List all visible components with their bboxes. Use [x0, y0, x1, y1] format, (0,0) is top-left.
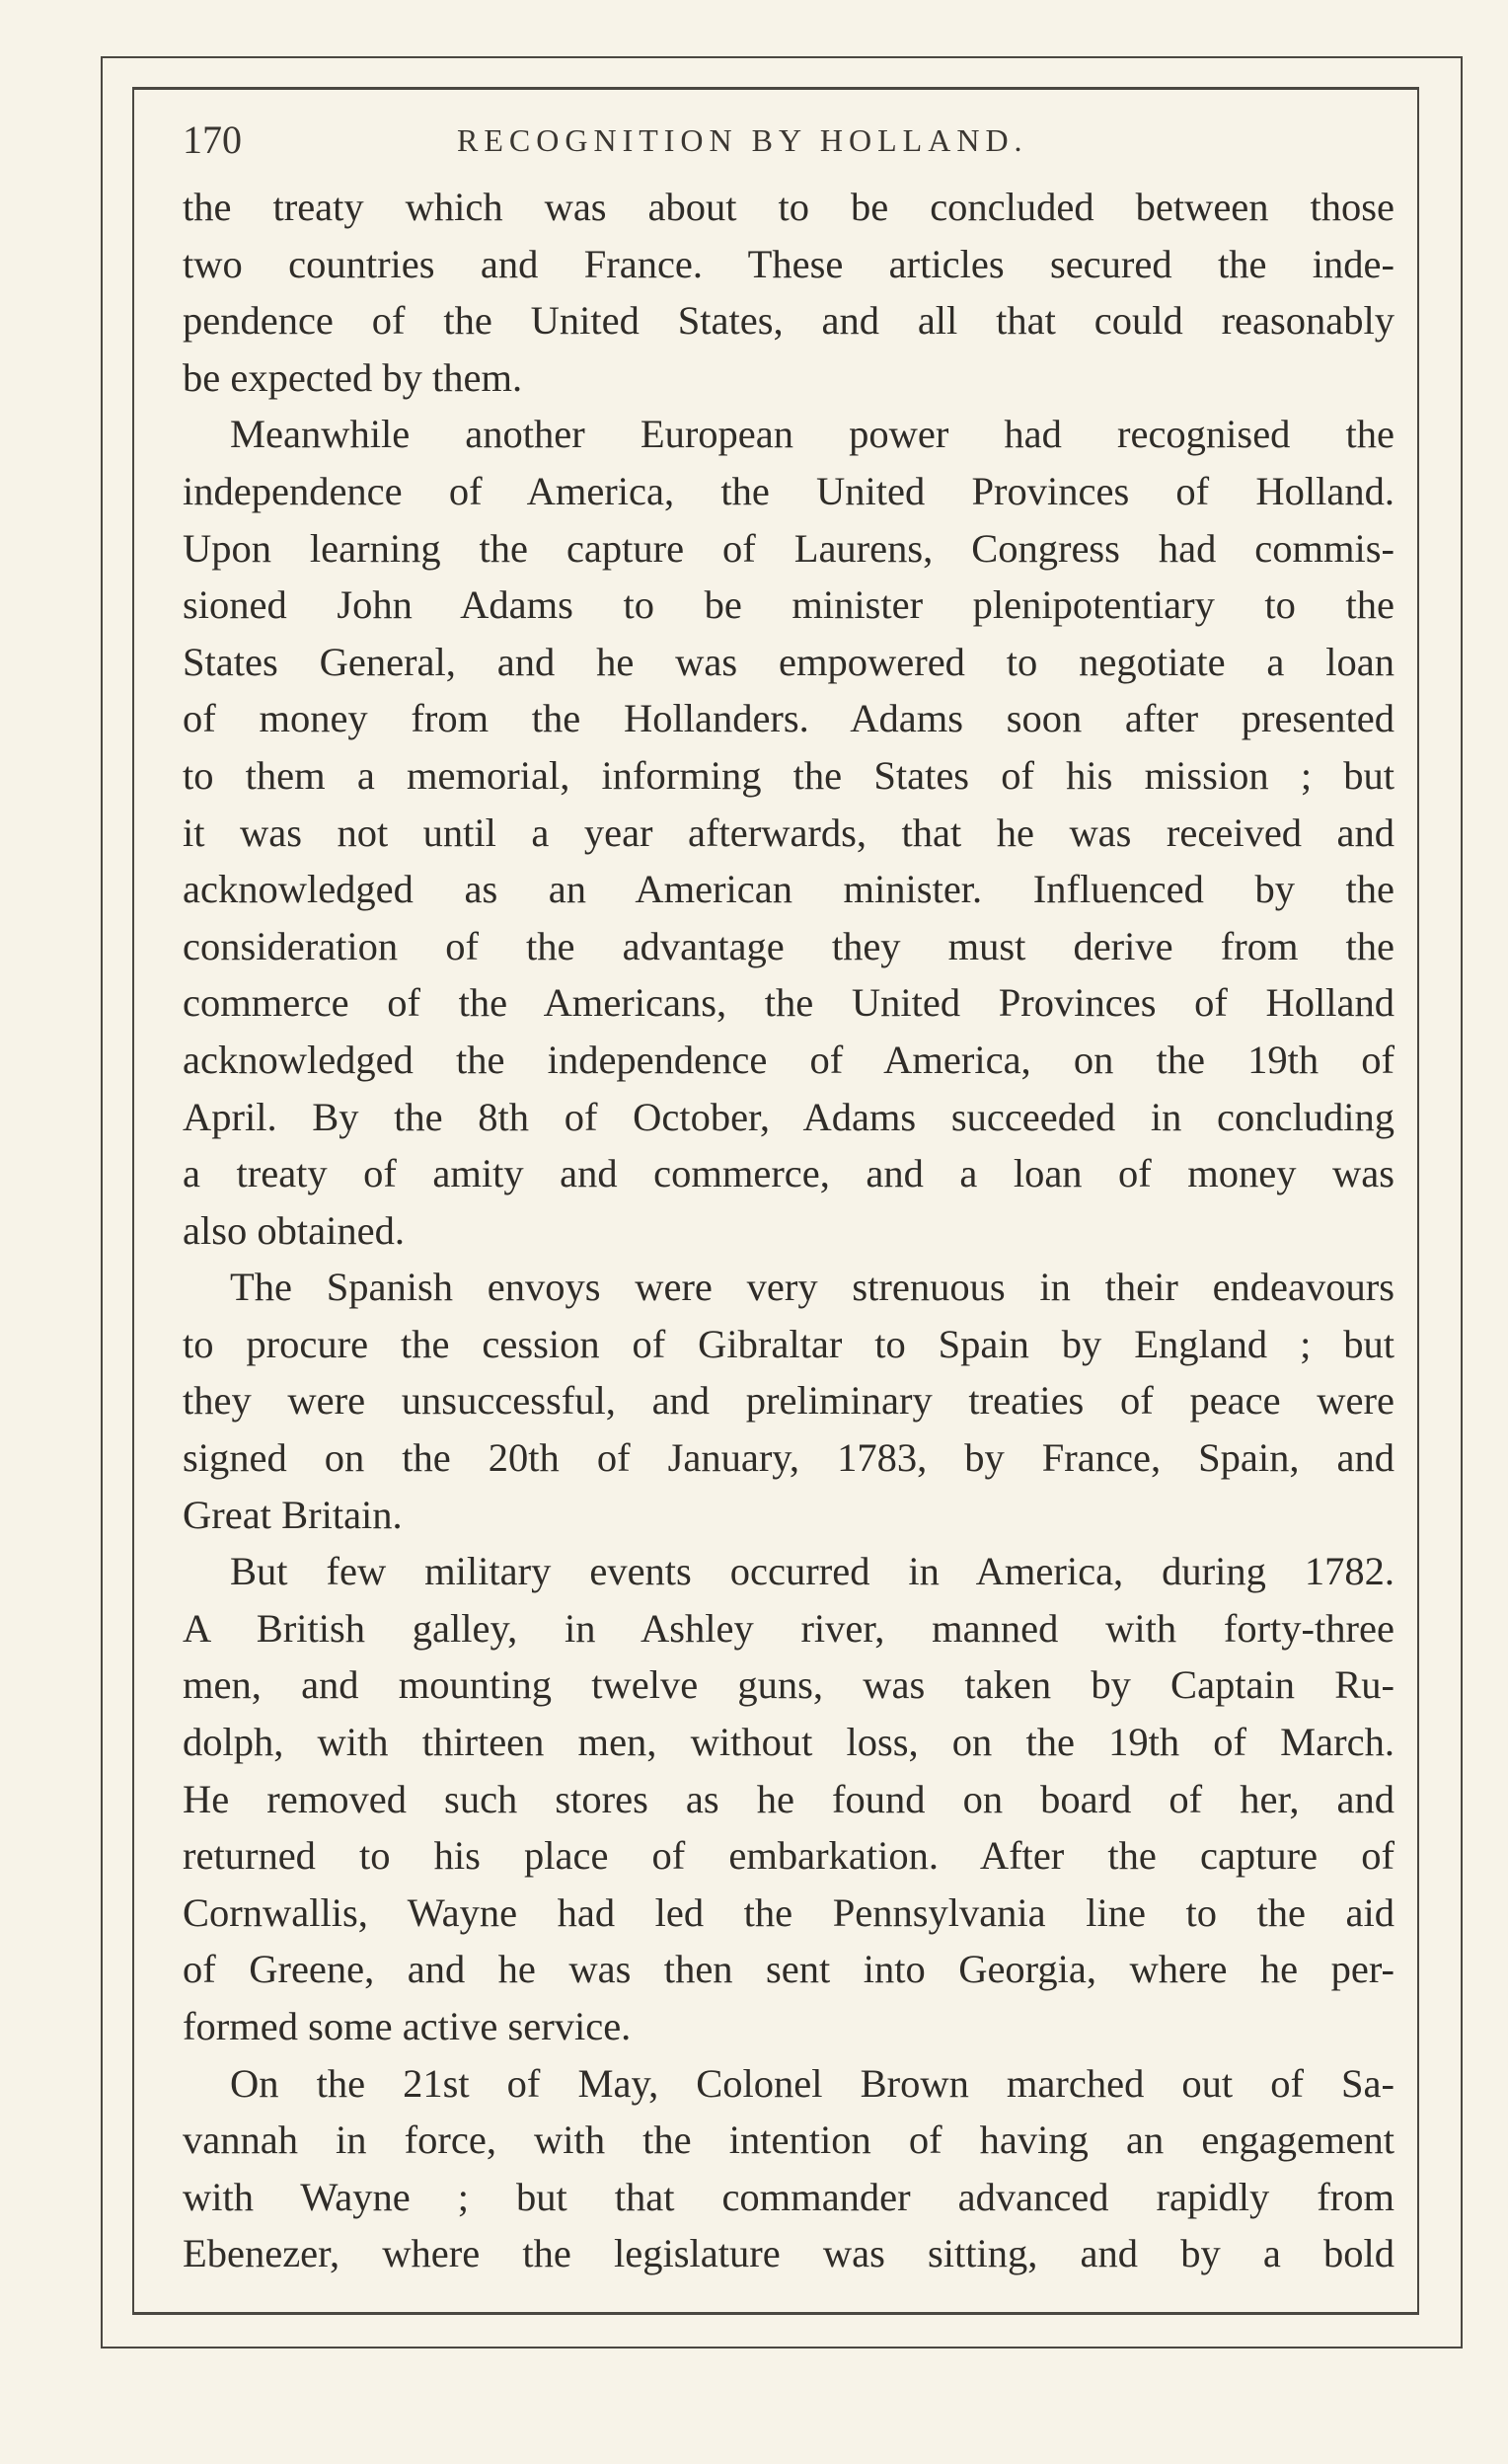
running-title: RECOGNITION BY HOLLAND.	[457, 122, 1028, 158]
text-line: On the 21st of May, Colonel Brown marched out of Sa-	[230, 2060, 1395, 2106]
text-line: the treaty which was about to be concluded between those	[183, 185, 1395, 229]
text-line: vannah in force, with the intention of having an engagement	[183, 2118, 1395, 2163]
text-line: But few military events occurred in America, during 1782.	[230, 1549, 1395, 1594]
paragraph	[183, 1259, 1395, 1543]
paragraph	[183, 406, 1395, 1259]
text-line: acknowledged the independence of America, on the 19th of	[183, 1037, 1395, 1082]
text-line: States General, and he was empowered to negotiate a loan	[183, 639, 1395, 684]
text-line: two countries and France. These articles secured the inde-	[183, 241, 1395, 286]
paragraph	[183, 179, 1395, 406]
paragraph	[183, 2055, 1395, 2282]
body-text	[183, 179, 1395, 2282]
text-line: Meanwhile another European power had recognised the	[230, 412, 1395, 457]
text-line: acknowledged as an American minister. Influenced by the	[183, 867, 1395, 912]
text-line: commerce of the Americans, the United Provinces of Holland	[183, 980, 1395, 1026]
text-line: April. By the 8th of October, Adams succeeded in concluding	[183, 1094, 1395, 1139]
text-line: pendence of the United States, and all that could reasonably	[183, 298, 1395, 344]
text-line: of Greene, and he was then sent into Georgia, where he per-	[183, 1947, 1395, 1992]
text-line: they were unsuccessful, and preliminary treaties of peace were	[183, 1378, 1395, 1424]
text-line: a treaty of amity and commerce, and a loan of money was	[183, 1151, 1395, 1196]
text-line: to them a memorial, informing the States of his mission ; but	[183, 752, 1395, 798]
text-line: The Spanish envoys were very strenuous in their endeavours	[230, 1265, 1395, 1310]
text-line: men, and mounting twelve guns, was taken by Captain Ru-	[183, 1662, 1395, 1708]
page-number: 170	[183, 117, 242, 162]
text-line: consideration of the advantage they must derive from the	[183, 923, 1395, 968]
text-line: Great Britain.	[183, 1492, 403, 1537]
text-line: Upon learning the capture of Laurens, Congress had commis-	[183, 525, 1395, 571]
text-line: with Wayne ; but that commander advanced rapidly from	[183, 2174, 1395, 2219]
text-line: sioned John Adams to be minister plenipotentiary to the	[183, 582, 1395, 628]
text-line: also obtained.	[183, 1207, 405, 1253]
running-head	[183, 111, 1392, 170]
paragraph	[183, 1543, 1395, 2054]
text-line: Ebenezer, where the legislature was sitting, and by a bold	[183, 2231, 1395, 2276]
text-line: independence of America, the United Provinces of Holland.	[183, 468, 1395, 513]
text-line: He removed such stores as he found on board of her, and	[183, 1776, 1395, 1821]
text-line: signed on the 20th of January, 1783, by France, Spain, and	[183, 1435, 1395, 1481]
text-line: dolph, with thirteen men, without loss, on the 19th of March.	[183, 1720, 1395, 1765]
text-line: Cornwallis, Wayne had led the Pennsylvania line to the aid	[183, 1889, 1395, 1935]
text-line: returned to his place of embarkation. After the capture of	[183, 1833, 1395, 1879]
text-line: A British galley, in Ashley river, manned with forty-three	[183, 1605, 1395, 1651]
text-line: formed some active service.	[183, 2004, 632, 2048]
text-line: it was not until a year afterwards, that he was received and	[183, 809, 1395, 855]
text-line: be expected by them.	[183, 354, 523, 400]
text-line: to procure the cession of Gibraltar to Spain by England ; but	[183, 1321, 1395, 1366]
text-line: of money from the Hollanders. Adams soon after presented	[183, 696, 1395, 741]
